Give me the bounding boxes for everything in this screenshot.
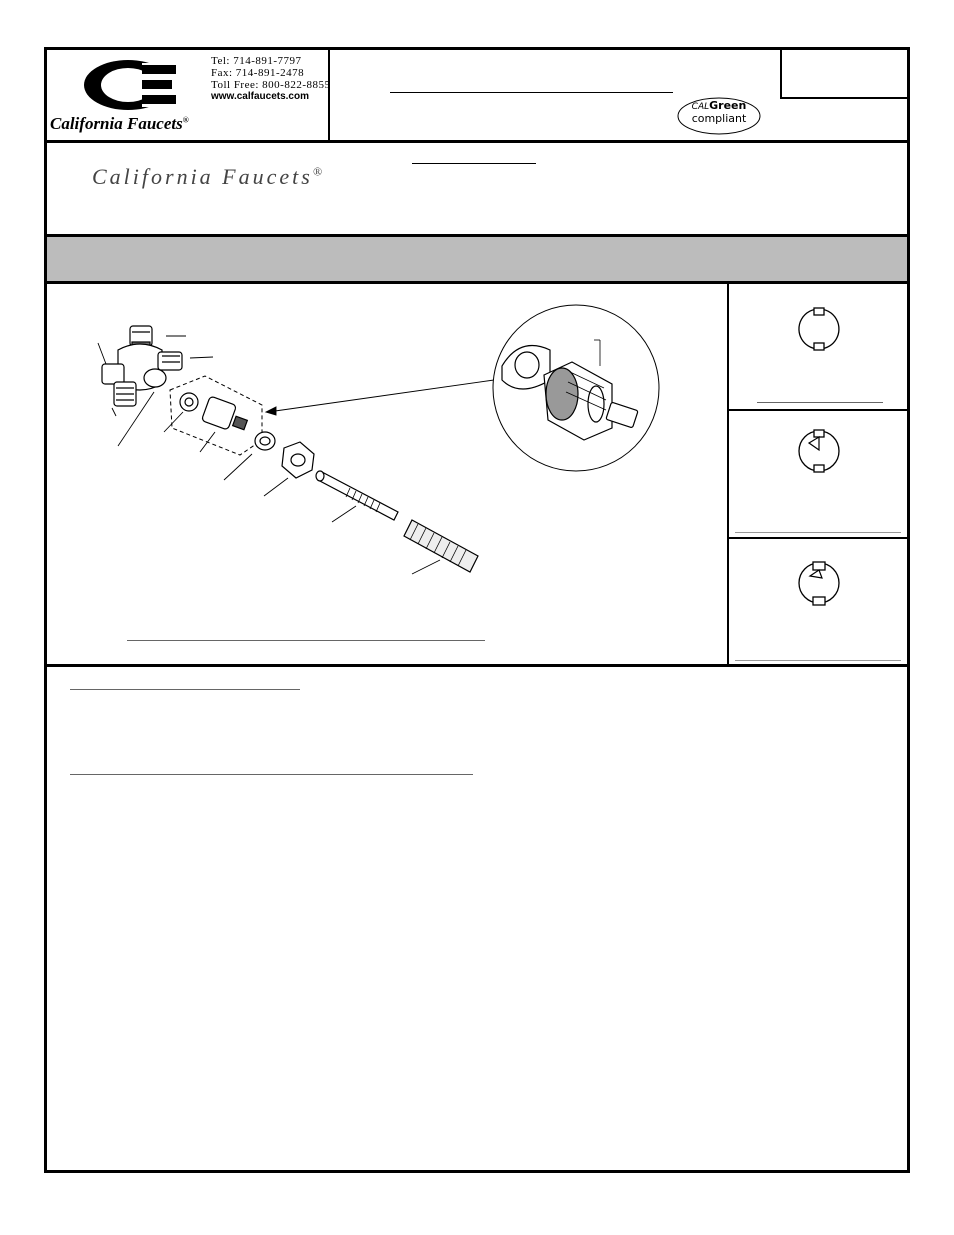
contact-tel: Tel: 714-891-7797 (211, 55, 302, 67)
calgreen-compliant: compliant (691, 112, 747, 125)
title-underline (412, 163, 536, 164)
title-brand-name-text: California Faucets (92, 164, 313, 189)
side-caption-underline-1 (757, 402, 883, 403)
broach-stem-icon (795, 428, 843, 474)
side-caption-underline-3 (735, 660, 901, 661)
title-brand-mark: ® (312, 164, 325, 179)
california-faucets-logo-icon (82, 58, 180, 112)
section-heading-underline-2 (70, 774, 473, 775)
header-title-underline (390, 92, 673, 93)
gray-section-bar (47, 237, 907, 281)
valve-exploded-diagram-icon (88, 300, 668, 590)
header-divider-right (780, 47, 782, 99)
broach-stem-icon (795, 560, 843, 606)
broach-stem-icon (795, 306, 843, 352)
section-heading-underline-1 (70, 689, 300, 690)
diagram-bottom-rule (44, 664, 910, 667)
contact-fax: Fax: 714-891-2478 (211, 67, 305, 79)
diagram-caption-underline (127, 640, 485, 641)
header-bottom-rule (44, 140, 910, 143)
side-box-rule-2 (729, 537, 909, 539)
title-brand-name (92, 164, 325, 190)
brand-name-text: California Faucets (50, 114, 183, 133)
header-box-bottom (780, 97, 908, 99)
contact-info (211, 55, 331, 103)
diagram-divider (727, 282, 729, 666)
brand-name (50, 114, 189, 134)
side-caption-underline-2 (735, 532, 901, 533)
calgreen-compliant-badge (676, 95, 762, 137)
document-frame (44, 47, 910, 1173)
contact-website[interactable]: www.calfaucets.com (211, 91, 309, 102)
calgreen-cal: CAL (691, 102, 710, 112)
graybar-bottom-rule (44, 281, 910, 284)
registered-mark: ® (182, 115, 189, 125)
side-box-rule-1 (729, 409, 909, 411)
contact-toll-free: Toll Free: 800-822-8855 (211, 79, 331, 91)
calgreen-green: Green (709, 99, 747, 112)
